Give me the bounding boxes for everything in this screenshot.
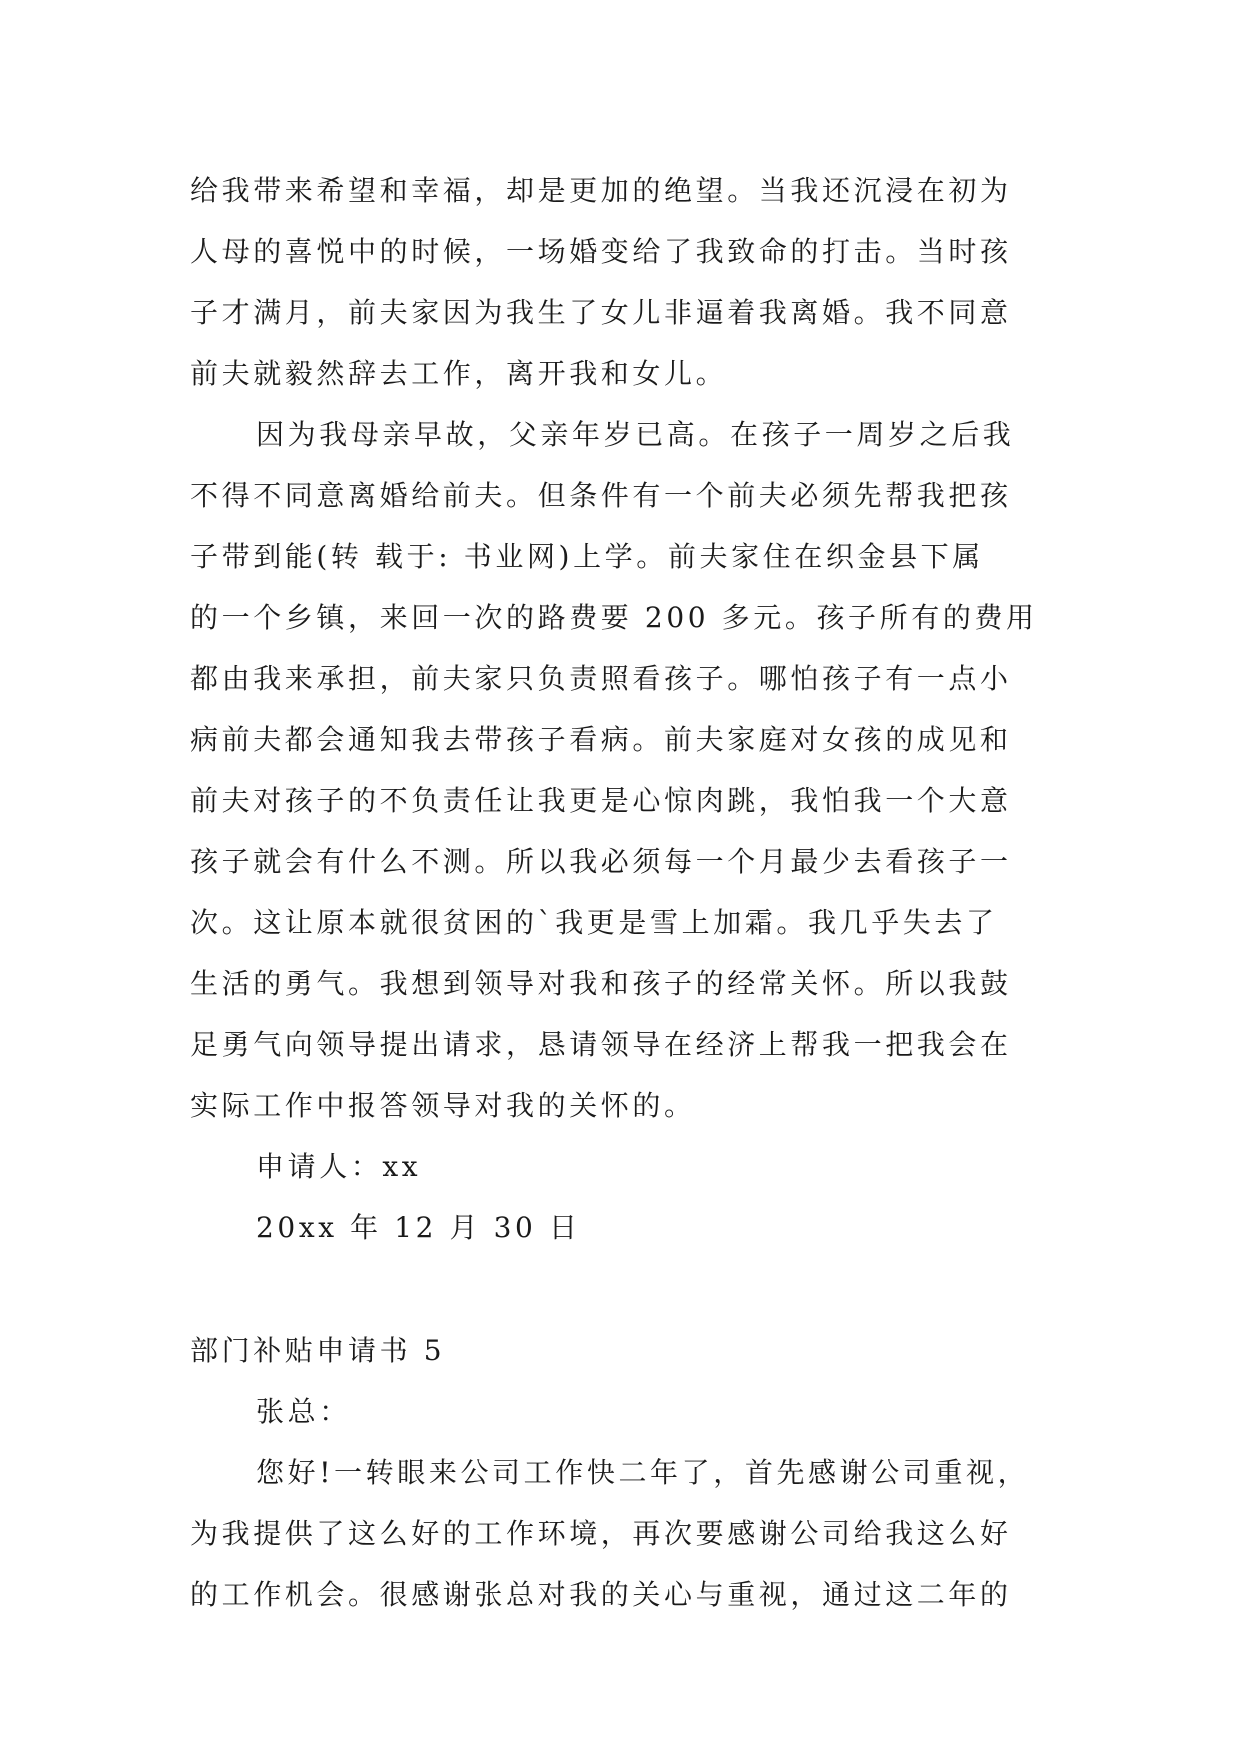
- text-line: 子才满月，前夫家因为我生了女儿非逼着我离婚。我不同意: [190, 296, 1012, 329]
- text-line: 您好!一转眼来公司工作快二年了，首先感谢公司重视，: [256, 1456, 1030, 1489]
- section-title: 部门补贴申请书 5: [190, 1334, 446, 1367]
- text-line: 实际工作中报答领导对我的关怀的。: [190, 1089, 696, 1122]
- section-gap: [190, 1258, 1060, 1320]
- text-line: 的工作机会。很感谢张总对我的关心与重视，通过这二年的: [190, 1578, 1012, 1611]
- text-line: 为我提供了这么好的工作环境，再次要感谢公司给我这么好: [190, 1517, 1012, 1550]
- applicant-line: 申请人：xx: [256, 1150, 422, 1183]
- salutation: 张总：: [256, 1395, 351, 1428]
- text-line: 都由我来承担，前夫家只负责照看孩子。哪怕孩子有一点小: [190, 662, 1012, 695]
- document-body: [190, 160, 1060, 1625]
- text-line: 子带到能(转 载于: 书业网)上学。前夫家住在织金县下属: [190, 540, 984, 573]
- text-line: 人母的喜悦中的时候，一场婚变给了我致命的打击。当时孩: [190, 235, 1012, 268]
- text-line: 给我带来希望和幸福，却是更加的绝望。当我还沉浸在初为: [190, 174, 1012, 207]
- text-line: 的一个乡镇，来回一次的路费要 200 多元。孩子所有的费用: [190, 601, 1038, 634]
- date-line: 20xx 年 12 月 30 日: [256, 1211, 581, 1244]
- text-line: 孩子就会有什么不测。所以我必须每一个月最少去看孩子一: [190, 845, 1012, 878]
- text-line: 生活的勇气。我想到领导对我和孩子的经常关怀。所以我鼓: [190, 967, 1012, 1000]
- text-line: 不得不同意离婚给前夫。但条件有一个前夫必须先帮我把孩: [190, 479, 1012, 512]
- text-line: 病前夫都会通知我去带孩子看病。前夫家庭对女孩的成见和: [190, 723, 1012, 756]
- text-line: 前夫对孩子的不负责任让我更是心惊肉跳，我怕我一个大意: [190, 784, 1012, 817]
- text-line: 次。这让原本就很贫困的`我更是雪上加霜。我几乎失去了: [190, 906, 998, 939]
- text-line: 足勇气向领导提出请求，恳请领导在经济上帮我一把我会在: [190, 1028, 1012, 1061]
- text-line: 前夫就毅然辞去工作，离开我和女儿。: [190, 357, 728, 390]
- text-line: 因为我母亲早故，父亲年岁已高。在孩子一周岁之后我: [256, 418, 1015, 451]
